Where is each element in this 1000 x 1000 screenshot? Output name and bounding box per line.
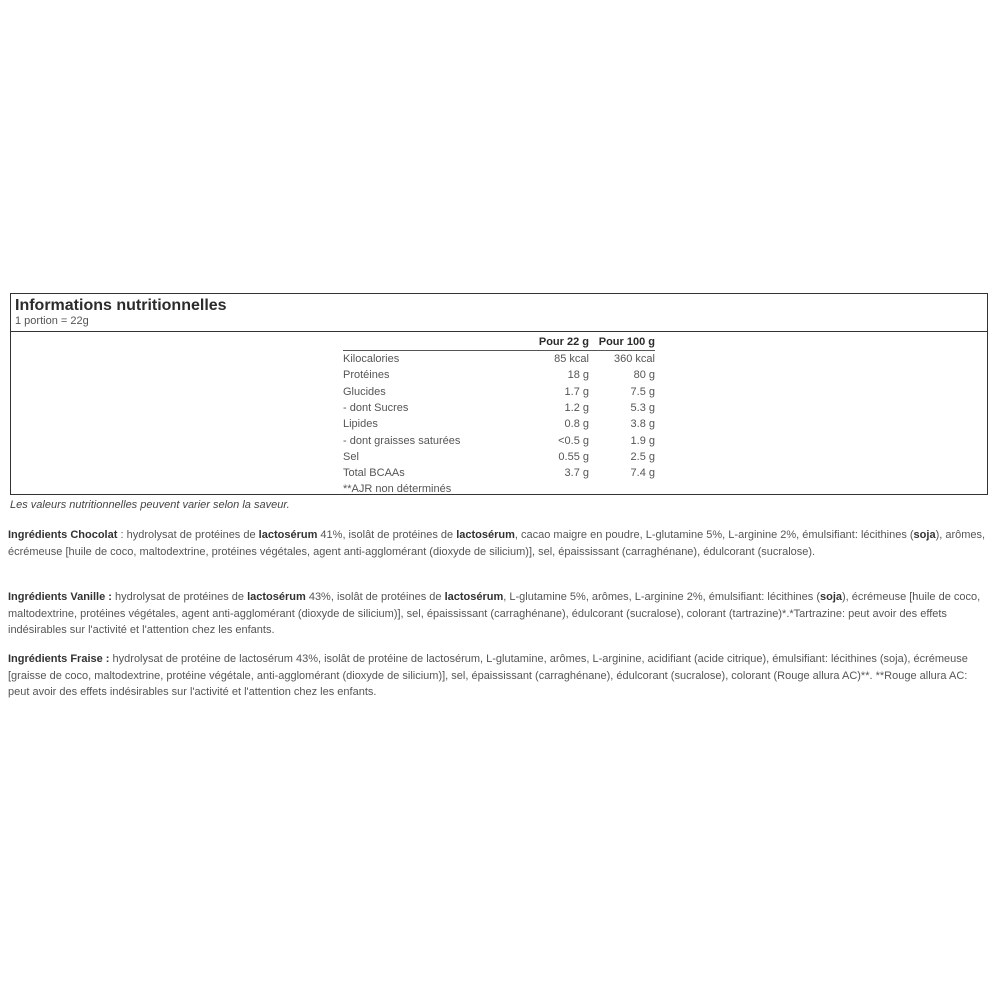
table-row xyxy=(343,384,655,400)
row-value-22g: <0.5 g xyxy=(558,434,589,447)
allergen-text: lactosérum xyxy=(258,529,318,541)
ingredients-fraise xyxy=(8,651,988,701)
table-row xyxy=(343,465,655,481)
allergen-text: lactosérum xyxy=(247,591,306,603)
ingredients-text: hydrolysat de protéines de xyxy=(126,529,259,541)
row-label: - dont graisses saturées xyxy=(343,434,461,447)
portion-size: 1 portion = 22g xyxy=(15,315,89,327)
row-value-22g: 1.2 g xyxy=(564,402,589,415)
nutrition-table xyxy=(343,334,655,497)
row-value-100g: 7.5 g xyxy=(630,385,655,398)
nutrition-panel xyxy=(10,293,988,495)
allergen-text: lactosérum xyxy=(444,591,504,603)
ajr-row xyxy=(343,481,655,497)
table-row xyxy=(343,400,655,416)
row-value-22g: 3.7 g xyxy=(564,467,589,480)
table-row xyxy=(343,432,655,448)
row-value-100g: 80 g xyxy=(633,369,655,382)
ingredients-text: 41%, isolât de protéines de xyxy=(317,529,457,541)
header-per-22g: Pour 22 g xyxy=(531,334,589,351)
ingredients-title: Ingrédients Chocolat xyxy=(8,529,118,541)
ingredients-text: ), arômes, écrémeuse [huile de coco, maltodextrine, protéines végétales, agent anti-agglomérant (dioxyde de silicium)], sel, épaississant (carraghénane), édulcorant (sucralose). xyxy=(8,529,986,558)
ingredients-text: , cacao maigre en poudre, L-glutamine 5%, L-arginine 2%, émulsifiant: lécithines ( xyxy=(514,529,914,541)
row-label: Protéines xyxy=(343,369,390,382)
ingredients-text: , L-glutamine 5%, arômes, L-arginine 2%, émulsifiant: lécithines ( xyxy=(503,591,820,603)
row-label: Sel xyxy=(343,450,359,463)
row-value-100g: 1.9 g xyxy=(630,434,655,447)
row-value-100g: 360 kcal xyxy=(614,353,655,366)
ingredients-text: hydrolysat de protéine de lactosérum 43%, isolât de protéine de lactosérum, L-glutamine, arômes, L-arginine, acidifiant (acide citrique), émulsifiant: lécithines (soja), écrémeuse [graisse de coco, maltodextrine, protéine végétale, anti-agglomérant (dioxyde de silicium)], sel, épaississant (carraghénane), édulcorant (sucralose), colorant (Rouge allura AC)**. **Rouge allura AC: peut avoir des effets indésirables sur l'activité et l'attention chez les enfants. xyxy=(8,653,968,699)
table-row xyxy=(343,416,655,432)
ingredients-title: Ingrédients Vanille : xyxy=(8,591,112,603)
variation-note: Les valeurs nutritionnelles peuvent varier selon la saveur. xyxy=(10,499,290,511)
row-label: Total BCAAs xyxy=(343,467,405,480)
ingredients-text: 43%, isolât de protéines de xyxy=(305,591,445,603)
header-per-100g: Pour 100 g xyxy=(589,334,655,351)
ingredients-vanille xyxy=(8,589,988,639)
ingredients-text: ), écrémeuse [huile de coco, maltodextrine, protéines végétales, agent anti-agglomérant (dioxyde de silicium)], sel, épaississant (carraghénane), édulcorant (sucralose), colorant (tartrazine)*.*Tartrazine: peut avoir des effets indésirables sur l'activité et l'attention chez les enfants. xyxy=(8,591,981,637)
ingredients-chocolat xyxy=(8,527,988,560)
row-label: Lipides xyxy=(343,418,378,431)
ajr-note: **AJR non déterminés xyxy=(343,483,452,496)
ingredients-separator: : xyxy=(117,529,127,541)
nutrition-title: Informations nutritionnelles xyxy=(15,297,227,314)
nutrition-panel-header xyxy=(11,294,987,332)
row-value-100g: 3.8 g xyxy=(630,418,655,431)
row-value-22g: 1.7 g xyxy=(564,385,589,398)
row-value-22g: 0.8 g xyxy=(564,418,589,431)
row-label: - dont Sucres xyxy=(343,402,409,415)
header-label xyxy=(343,334,531,351)
allergen-text: lactosérum xyxy=(456,529,515,541)
row-value-22g: 18 g xyxy=(567,369,589,382)
table-row xyxy=(343,351,655,368)
row-label: Glucides xyxy=(343,385,386,398)
row-value-22g: 85 kcal xyxy=(554,353,589,366)
table-row xyxy=(343,449,655,465)
row-value-100g: 2.5 g xyxy=(630,450,655,463)
row-value-100g: 7.4 g xyxy=(630,467,655,480)
ingredients-title: Ingrédients Fraise : xyxy=(8,653,110,665)
row-value-100g: 5.3 g xyxy=(630,402,655,415)
nutrition-table-header xyxy=(343,334,655,351)
row-label: Kilocalories xyxy=(343,353,400,366)
table-row xyxy=(343,367,655,383)
row-value-22g: 0.55 g xyxy=(558,450,589,463)
allergen-text: soja xyxy=(819,591,842,603)
ingredients-text: hydrolysat de protéines de xyxy=(111,591,248,603)
allergen-text: soja xyxy=(913,529,936,541)
